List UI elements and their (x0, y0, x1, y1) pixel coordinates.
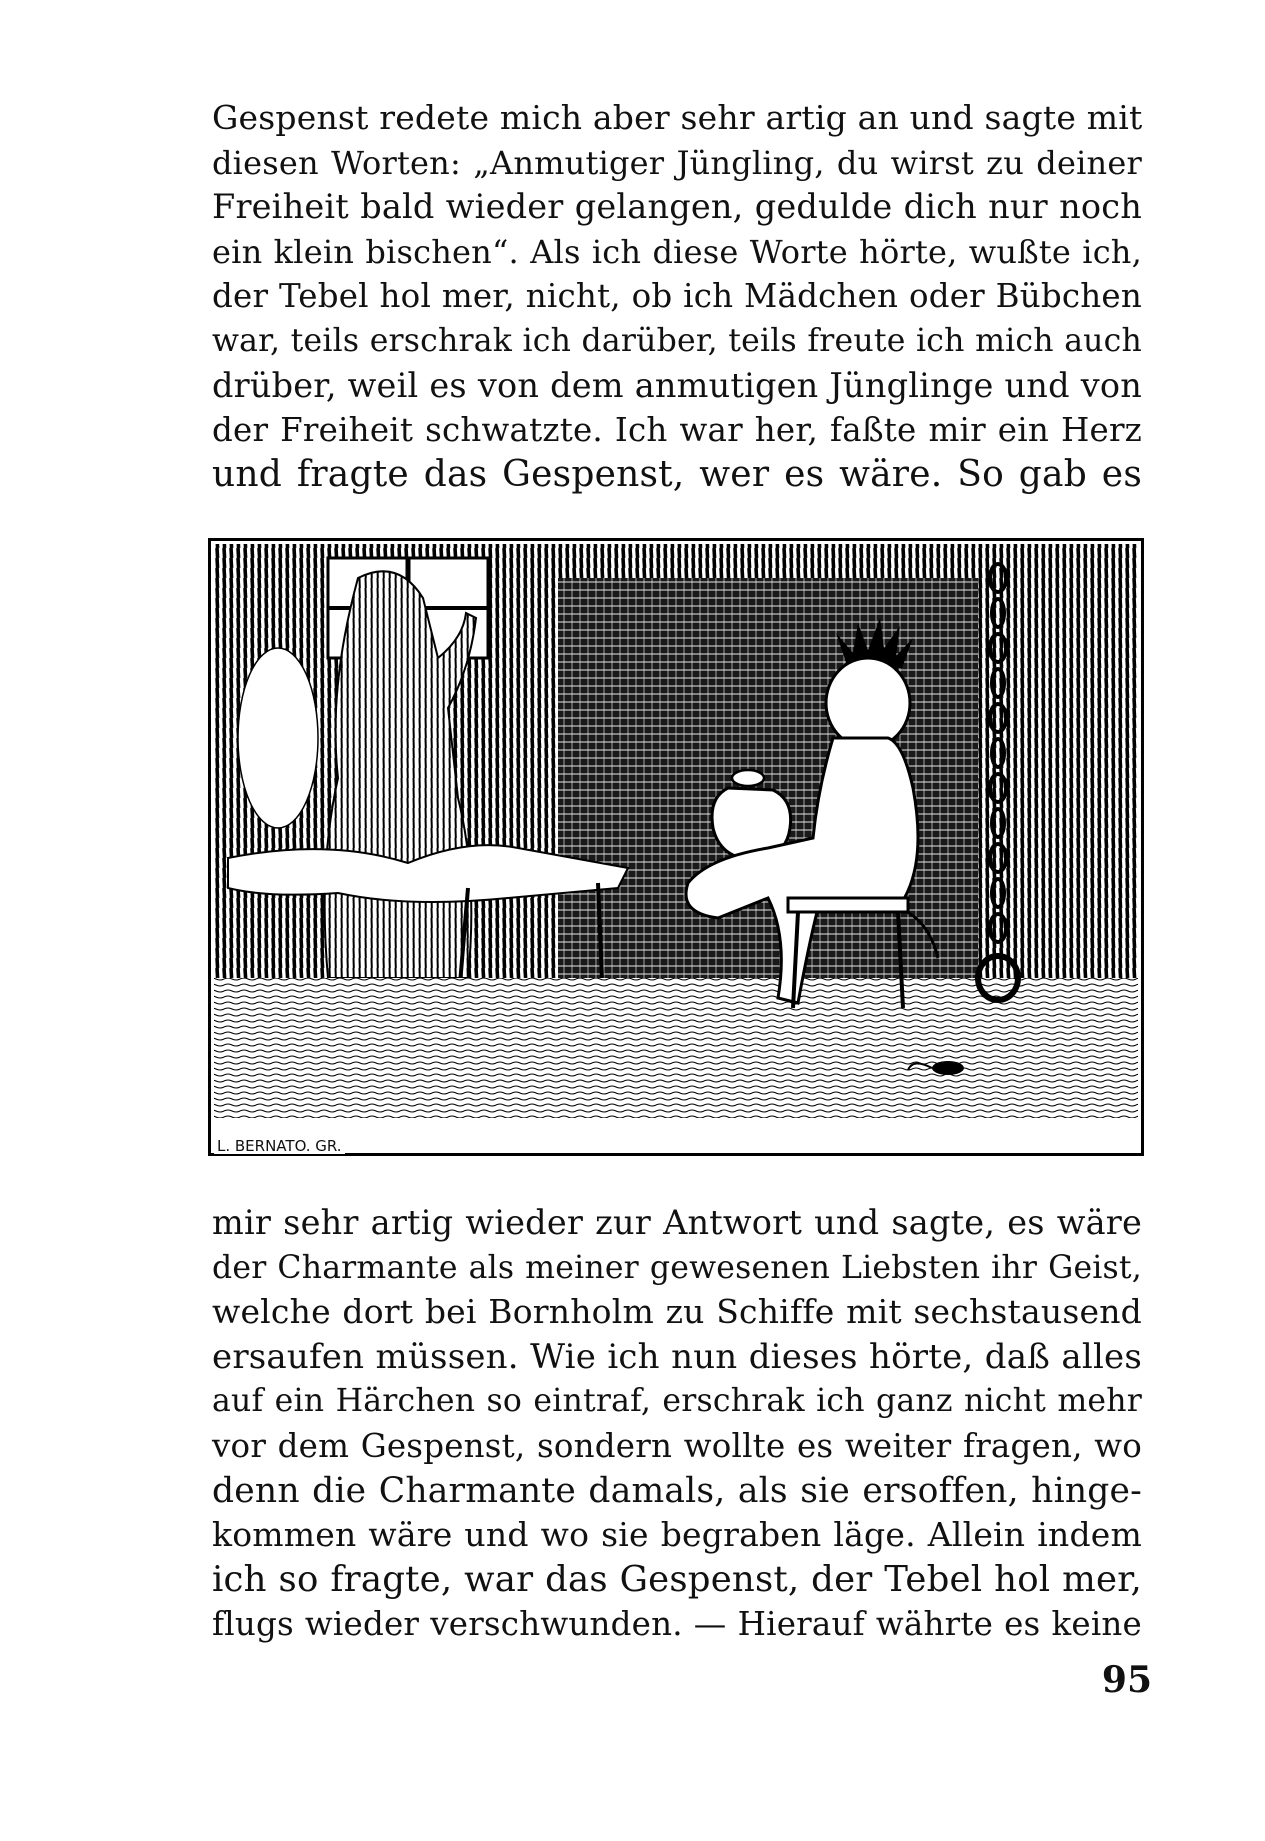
illustration-ghost-in-cell (208, 538, 1144, 1156)
text-line: und fragte das Gespenst, wer es wäre. So gab es (212, 453, 1142, 495)
stool (788, 898, 908, 912)
artist-signature: L. BERNATO. GR. (214, 1138, 345, 1154)
text-line: war, teils erschrak ich darüber, teils freute ich mich auch (212, 322, 1142, 359)
text-line: der Charmante als meiner gewesenen Liebsten ihr Geist, (212, 1249, 1142, 1286)
text-line: der Freiheit schwatzte. Ich war her, faßte mir ein Herz (212, 411, 1142, 450)
paragraph-top (212, 96, 1142, 497)
text-line: vor dem Gespenst, sondern wollte es weiter fragen, wo (212, 1426, 1142, 1465)
illustration-drawing (208, 538, 1144, 1156)
text-line: drüber, weil es von dem anmutigen Jünglinge und von (212, 365, 1142, 405)
text-line: ersaufen müssen. Wie ich nun dieses hörte, daß alles (212, 1336, 1142, 1377)
text-line: mir sehr artig wieder zur Antwort und sagte, es wäre (212, 1203, 1142, 1242)
mouse (932, 1061, 964, 1075)
text-line: Freiheit bald wieder gelangen, gedulde dich nur noch (212, 187, 1142, 227)
paragraph-bottom (212, 1201, 1142, 1647)
page-number: 95 (1101, 1659, 1152, 1701)
text-line: welche dort bei Bornholm zu Schiffe mit sechstausend (212, 1292, 1142, 1332)
text-line: auf ein Härchen so eintraf, erschrak ich ganz nicht mehr (212, 1383, 1142, 1420)
text-line: Gespenst redete mich aber sehr artig an und sagte mit (212, 98, 1143, 137)
text-line: diesen Worten: „Anmutiger Jüngling, du wirst zu deiner (212, 143, 1142, 182)
text-line: der Tebel hol mer, nicht, ob ich Mädchen oder Bübchen (212, 277, 1142, 316)
text-line: ich so fragte, war das Gespenst, der Tebel hol mer, (212, 1558, 1142, 1600)
text-line: denn die Charmante damals, als sie ersoffen, hinge- (212, 1470, 1142, 1511)
text-line: kommen wäre und wo sie begraben läge. Allein indem (212, 1515, 1142, 1555)
text-line: flugs wieder verschwunden. — Hierauf währte es keine (212, 1605, 1142, 1644)
text-line: ein klein bischen“. Als ich diese Worte hörte, wußte ich, (212, 232, 1142, 271)
frightened-man-head (826, 658, 910, 748)
